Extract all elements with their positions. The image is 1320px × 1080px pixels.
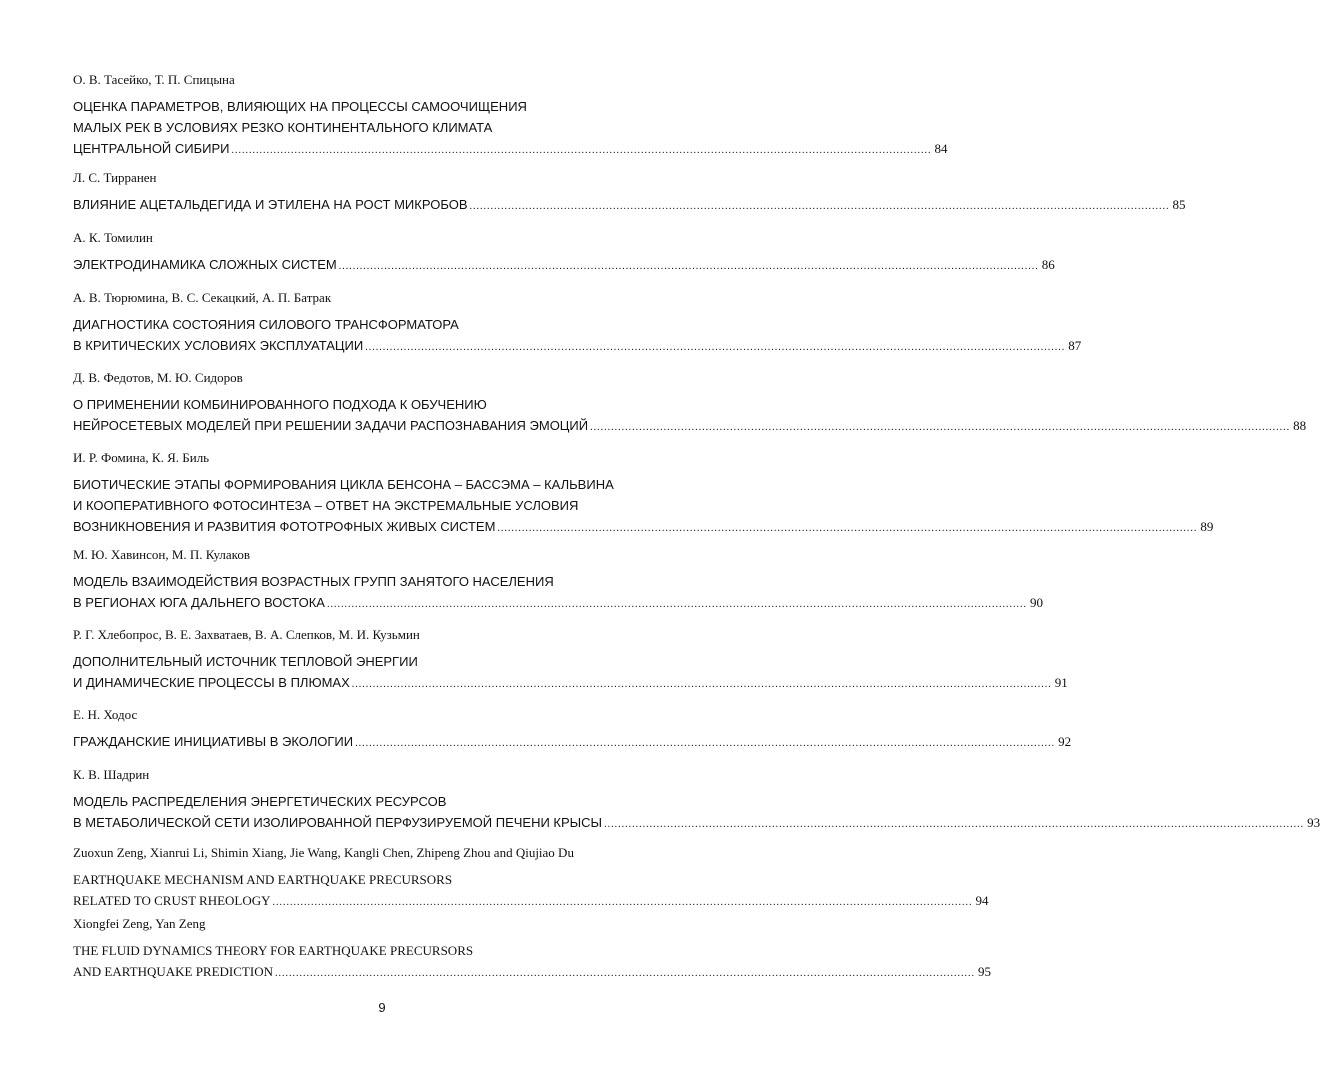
entry-title[interactable] <box>73 869 989 911</box>
page-number: 86 <box>1041 257 1055 272</box>
page-number: 93 <box>1307 815 1320 830</box>
title-last-line <box>73 194 1186 215</box>
entry-authors: Д. В. Федотов, М. Ю. Сидоров <box>73 370 243 385</box>
title-line: И ДИНАМИЧЕСКИЕ ПРОЦЕССЫ В ПЛЮМАХ <box>73 675 350 690</box>
toc-entry <box>73 845 989 908</box>
page-number: 87 <box>1068 338 1082 353</box>
entry-title[interactable] <box>73 731 1072 752</box>
title-line: ВЛИЯНИЕ АЦЕТАЛЬДЕГИДА И ЭТИЛЕНА НА РОСТ МИКРОБОВ <box>73 197 468 212</box>
title-last-line <box>73 890 989 911</box>
entry-authors: А. К. Томилин <box>73 230 153 245</box>
page-number: 95 <box>977 964 991 979</box>
toc-entry <box>73 767 1320 830</box>
entry-title[interactable] <box>73 194 1186 215</box>
entry-title[interactable] <box>73 940 991 982</box>
leader-dots: ........................................................................................................................................................................................................ <box>338 261 1039 272</box>
leader-dots: ........................................................................................................................................................................................................ <box>326 599 1027 610</box>
title-line: БИОТИЧЕСКИЕ ЭТАПЫ ФОРМИРОВАНИЯ ЦИКЛА БЕНСОНА – БАССЭМА – КАЛЬВИНА <box>73 477 614 492</box>
title-last-line <box>73 138 948 159</box>
title-line: THE FLUID DYNAMICS THEORY FOR EARTHQUAKE PRECURSORS <box>73 943 474 958</box>
toc-entry <box>73 72 948 156</box>
entry-title[interactable] <box>73 314 1082 356</box>
title-last-line <box>73 254 1055 275</box>
title-line: ДИАГНОСТИКА СОСТОЯНИЯ СИЛОВОГО ТРАНСФОРМАТОРА <box>73 317 459 332</box>
entry-authors: Р. Г. Хлебопрос, В. Е. Захватаев, В. А. Слепков, М. И. Кузьмин <box>73 627 420 642</box>
title-last-line <box>73 961 991 982</box>
page-number: 85 <box>1172 197 1186 212</box>
toc-entry <box>73 916 991 979</box>
leader-dots: ........................................................................................................................................................................................................ <box>274 968 975 979</box>
title-line: ГРАЖДАНСКИЕ ИНИЦИАТИВЫ В ЭКОЛОГИИ <box>73 734 354 749</box>
title-line: EARTHQUAKE MECHANISM AND EARTHQUAKE PRECURSORS <box>73 872 453 887</box>
title-line: В КРИТИЧЕСКИХ УСЛОВИЯХ ЭКСПЛУАТАЦИИ <box>73 338 364 353</box>
entry-title[interactable] <box>73 571 1043 613</box>
entry-authors: Л. С. Тирранен <box>73 170 157 185</box>
title-line: И КООПЕРАТИВНОГО ФОТОСИНТЕЗА – ОТВЕТ НА ЭКСТРЕМАЛЬНЫЕ УСЛОВИЯ <box>73 498 579 513</box>
title-line: НЕЙРОСЕТЕВЫХ МОДЕЛЕЙ ПРИ РЕШЕНИИ ЗАДАЧИ РАСПОЗНАВАНИЯ ЭМОЦИЙ <box>73 418 589 433</box>
page-number: 84 <box>934 141 948 156</box>
title-last-line <box>73 516 1214 537</box>
leader-dots: ........................................................................................................................................................................................................ <box>272 897 973 908</box>
toc-entry <box>73 450 1214 534</box>
toc-entry <box>73 230 1055 272</box>
entry-title[interactable] <box>73 474 1214 537</box>
leader-dots: ........................................................................................................................................................................................................ <box>497 523 1198 534</box>
title-line: RELATED TO CRUST RHEOLOGY <box>73 893 271 908</box>
title-line: ОЦЕНКА ПАРАМЕТРОВ, ВЛИЯЮЩИХ НА ПРОЦЕССЫ САМООЧИЩЕНИЯ <box>73 99 527 114</box>
toc-entry <box>73 170 1186 212</box>
title-line: AND EARTHQUAKE PREDICTION <box>73 964 273 979</box>
title-last-line <box>73 731 1072 752</box>
toc-entry <box>73 290 1082 353</box>
page-number: 92 <box>1058 734 1072 749</box>
entry-authors: К. В. Шадрин <box>73 767 150 782</box>
toc-entry <box>73 627 1068 690</box>
leader-dots: ........................................................................................................................................................................................................ <box>351 679 1052 690</box>
footer-page-number: 9 <box>378 1000 386 1015</box>
title-line: ВОЗНИКНОВЕНИЯ И РАЗВИТИЯ ФОТОТРОФНЫХ ЖИВЫХ СИСТЕМ <box>73 519 496 534</box>
entry-authors: О. В. Тасейко, Т. П. Спицына <box>73 72 235 87</box>
page-number: 91 <box>1054 675 1068 690</box>
title-line: ЦЕНТРАЛЬНОЙ СИБИРИ <box>73 141 230 156</box>
page-number: 89 <box>1200 519 1214 534</box>
leader-dots: ........................................................................................................................................................................................................ <box>469 201 1170 212</box>
entry-authors: А. В. Тюрюмина, В. С. Секацкий, А. П. Батрак <box>73 290 332 305</box>
entry-title[interactable] <box>73 651 1068 693</box>
leader-dots: ........................................................................................................................................................................................................ <box>590 422 1291 433</box>
title-last-line <box>73 335 1082 356</box>
title-line: О ПРИМЕНЕНИИ КОМБИНИРОВАННОГО ПОДХОДА К ОБУЧЕНИЮ <box>73 397 487 412</box>
title-last-line <box>73 415 1307 436</box>
entry-title[interactable] <box>73 394 1307 436</box>
title-last-line <box>73 592 1043 613</box>
leader-dots: ........................................................................................................................................................................................................ <box>604 819 1305 830</box>
toc-entry <box>73 370 1307 433</box>
entry-authors: Е. Н. Ходос <box>73 707 138 722</box>
leader-dots: ........................................................................................................................................................................................................ <box>365 342 1066 353</box>
title-line: В РЕГИОНАХ ЮГА ДАЛЬНЕГО ВОСТОКА <box>73 595 325 610</box>
toc-entry <box>73 707 1072 749</box>
title-line: МОДЕЛЬ ВЗАИМОДЕЙСТВИЯ ВОЗРАСТНЫХ ГРУПП ЗАНЯТОГО НАСЕЛЕНИЯ <box>73 574 554 589</box>
page-number: 90 <box>1029 595 1043 610</box>
entry-authors: М. Ю. Хавинсон, М. П. Кулаков <box>73 547 250 562</box>
entry-authors: И. Р. Фомина, К. Я. Биль <box>73 450 210 465</box>
title-line: В МЕТАБОЛИЧЕСКОЙ СЕТИ ИЗОЛИРОВАННОЙ ПЕРФУЗИРУЕМОЙ ПЕЧЕНИ КРЫСЫ <box>73 815 603 830</box>
title-line: ЭЛЕКТРОДИНАМИКА СЛОЖНЫХ СИСТЕМ <box>73 257 337 272</box>
entry-authors: Zuoxun Zeng, Xianrui Li, Shimin Xiang, Jie Wang, Kangli Chen, Zhipeng Zhou and Qiujiao Du <box>73 845 574 860</box>
title-last-line <box>73 812 1320 833</box>
title-last-line <box>73 672 1068 693</box>
entry-title[interactable] <box>73 96 948 159</box>
title-line: МАЛЫХ РЕК В УСЛОВИЯХ РЕЗКО КОНТИНЕНТАЛЬНОГО КЛИМАТА <box>73 120 493 135</box>
entry-title[interactable] <box>73 254 1055 275</box>
title-line: МОДЕЛЬ РАСПРЕДЕЛЕНИЯ ЭНЕРГЕТИЧЕСКИХ РЕСУРСОВ <box>73 794 447 809</box>
leader-dots: ........................................................................................................................................................................................................ <box>355 738 1056 749</box>
entry-authors: Xiongfei Zeng, Yan Zeng <box>73 916 206 931</box>
page-number: 94 <box>975 893 989 908</box>
entry-title[interactable] <box>73 791 1320 833</box>
title-line: ДОПОЛНИТЕЛЬНЫЙ ИСТОЧНИК ТЕПЛОВОЙ ЭНЕРГИИ <box>73 654 418 669</box>
leader-dots: ........................................................................................................................................................................................................ <box>231 145 932 156</box>
toc-entry <box>73 547 1043 610</box>
page-number: 88 <box>1293 418 1307 433</box>
